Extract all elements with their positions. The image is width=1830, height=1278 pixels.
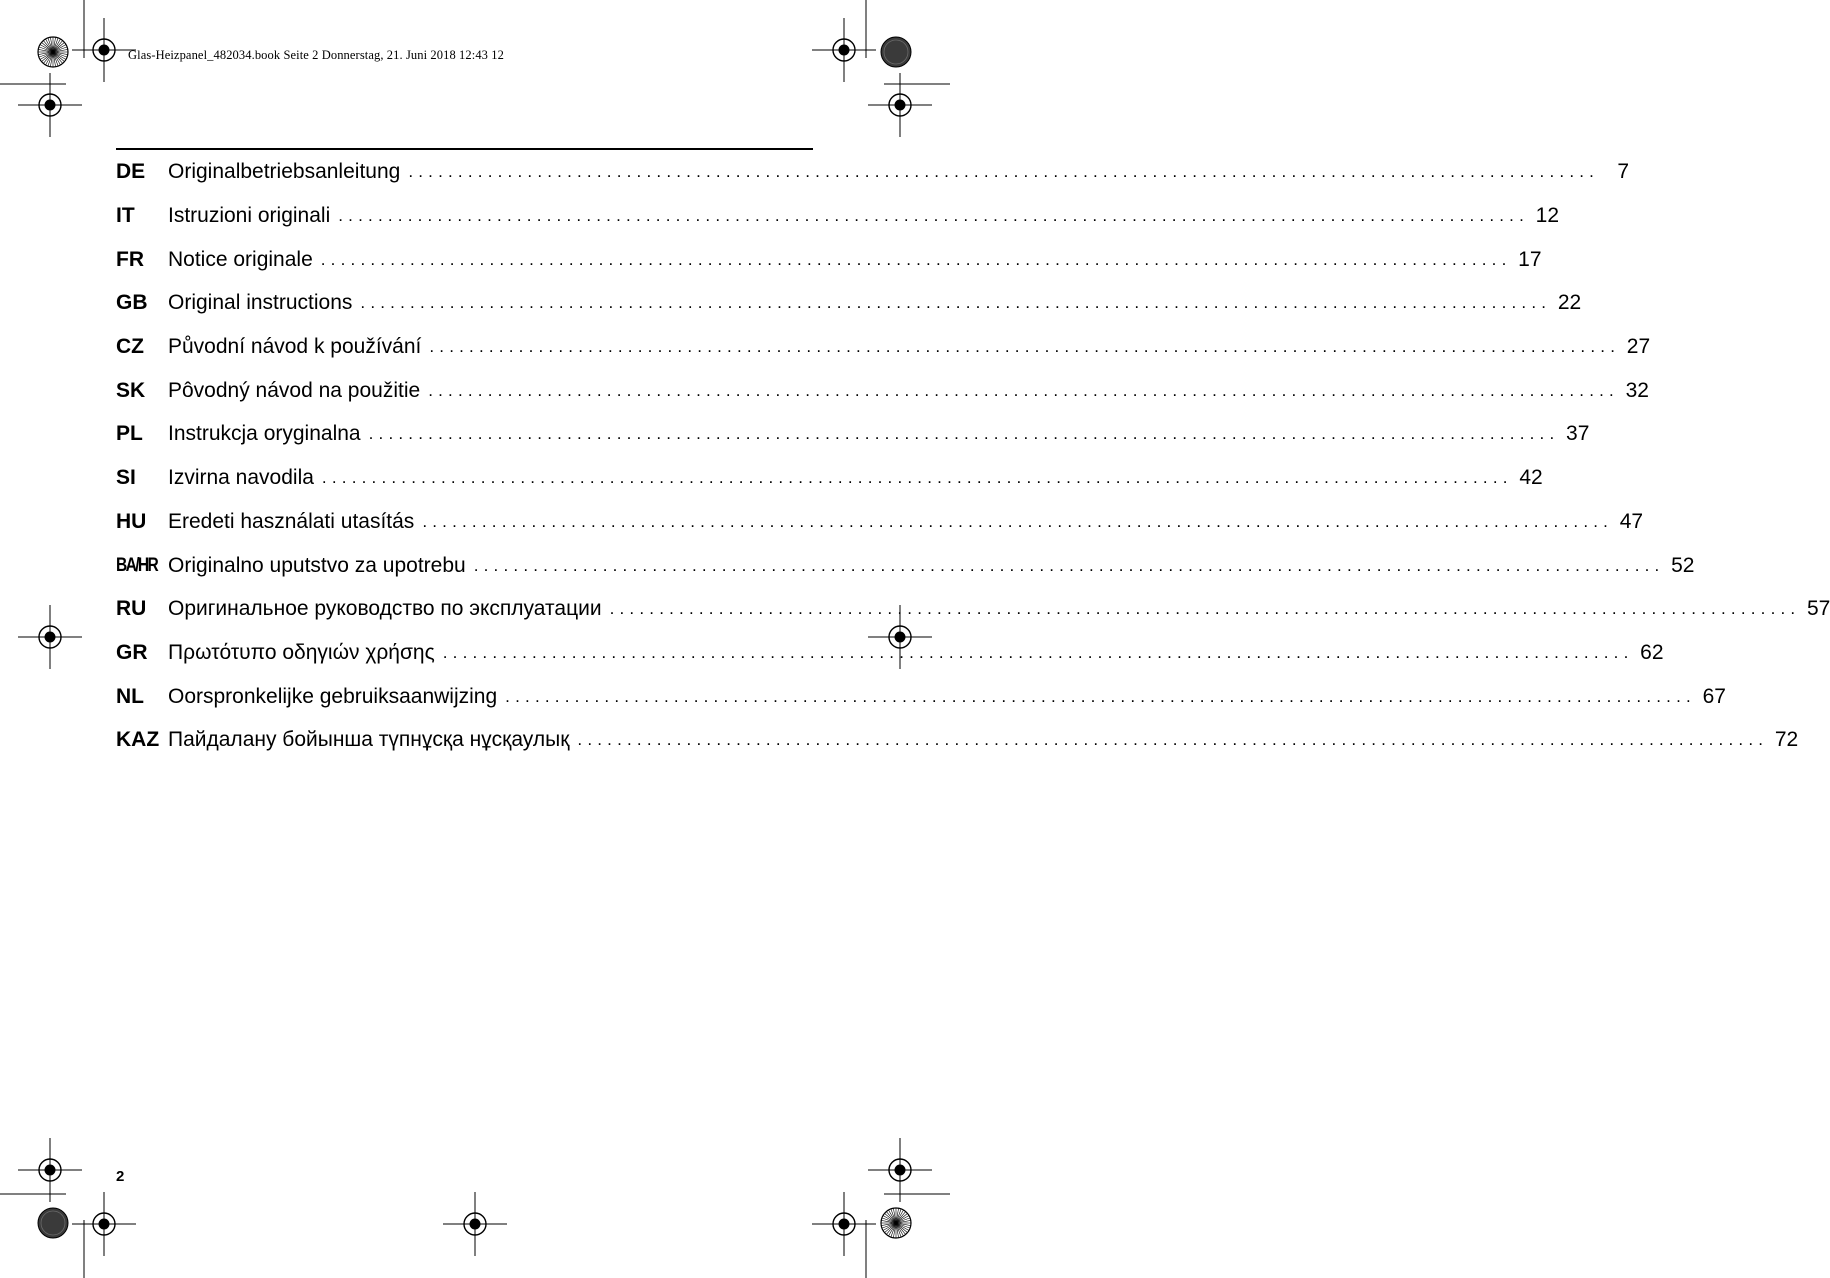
section-title: Оригинальное руководство по эксплуатации xyxy=(168,597,602,621)
registration-mark-icon xyxy=(72,1192,136,1256)
language-code: FR xyxy=(116,247,144,271)
toc-entry xyxy=(116,368,1649,412)
language-code: NL xyxy=(116,684,144,708)
color-bar-sunburst-icon xyxy=(38,37,68,67)
dot-leader: ........................................................................................................................ xyxy=(320,249,1512,269)
dot-leader: ........................................................................................................................ xyxy=(368,424,1560,444)
language-code: SK xyxy=(116,378,146,402)
language-code: KAZ xyxy=(116,728,160,752)
toc-entry xyxy=(116,325,1651,369)
table-of-contents xyxy=(116,150,1830,762)
page-ref: 72 xyxy=(1774,728,1799,752)
dot-leader: ........................................................................................................................ xyxy=(609,599,1801,619)
language-code: IT xyxy=(116,204,135,228)
registration-mark-icon xyxy=(18,1138,82,1202)
section-title: Istruzioni originali xyxy=(168,204,331,228)
page-ref: 7 xyxy=(1617,160,1630,184)
dot-leader: ........................................................................................................................ xyxy=(360,293,1552,313)
section-title: Original instructions xyxy=(168,291,353,315)
dot-leader: ........................................................................................................................ xyxy=(428,380,1619,400)
registration-mark-icon xyxy=(868,73,932,137)
dot-leader: ........................................................................................................................ xyxy=(429,337,1621,357)
toc-entry xyxy=(116,237,1542,281)
dot-leader: ........................................................................................................................ xyxy=(321,468,1513,488)
page-ref: 27 xyxy=(1626,335,1651,359)
section-title: Originalbetriebsanleitung xyxy=(168,160,401,184)
dot-leader: ........................................................................................................................ xyxy=(505,686,1696,706)
registration-mark-icon xyxy=(18,605,82,669)
language-code: DE xyxy=(116,160,146,184)
color-bar-solid-icon xyxy=(881,37,911,67)
color-bar-sunburst-icon xyxy=(881,1208,911,1238)
page-ref: 42 xyxy=(1519,466,1543,490)
page-ref: 32 xyxy=(1625,378,1649,402)
toc-entry xyxy=(116,194,1560,238)
section-title: Originalno uputstvo za upotrebu xyxy=(168,553,466,577)
language-code: SI xyxy=(116,466,136,490)
toc-entry xyxy=(116,718,1799,762)
page-ref: 47 xyxy=(1619,509,1644,533)
language-code: CZ xyxy=(116,335,144,359)
section-title: Пайдалану бойынша түпнұсқа нұсқаулық xyxy=(168,728,570,752)
dot-leader: ........................................................................................................................ xyxy=(422,511,1614,531)
section-title: Původní návod k používání xyxy=(168,335,422,359)
toc-entry xyxy=(116,150,1630,194)
toc-entry xyxy=(116,412,1590,456)
section-title: Pôvodný návod na použitie xyxy=(168,378,421,402)
dot-leader: ........................................................................................................................ xyxy=(408,162,1600,182)
registration-mark-icon xyxy=(18,73,82,137)
page-ref: 52 xyxy=(1671,553,1695,577)
page-ref: 57 xyxy=(1807,597,1830,621)
language-code: RU xyxy=(116,597,147,621)
dot-leader: ........................................................................................................................ xyxy=(338,206,1530,226)
page-ref: 17 xyxy=(1518,247,1542,271)
toc-entry xyxy=(116,281,1582,325)
section-title: Oorspronkelijke gebruiksaanwijzing xyxy=(168,684,498,708)
language-code: GB xyxy=(116,291,148,315)
dot-leader: ........................................................................................................................ xyxy=(442,642,1634,662)
section-title: Πρωτότυπο οδηγιών χρήσης xyxy=(168,640,435,664)
toc-entry xyxy=(116,587,1830,631)
page-ref: 67 xyxy=(1702,684,1726,708)
page-number: 2 xyxy=(116,1168,125,1185)
section-title: Eredeti használati utasítás xyxy=(168,509,415,533)
toc-entry xyxy=(116,631,1664,675)
section-title: Instrukcja oryginalna xyxy=(168,422,361,446)
dot-leader: ........................................................................................................................ xyxy=(473,555,1665,575)
print-slug: Glas-Heizpanel_482034.book Seite 2 Donnerstag, 21. Juni 2018 12:43 12 xyxy=(128,48,504,62)
toc-entry xyxy=(116,456,1543,500)
page-ref: 12 xyxy=(1535,204,1560,228)
color-bar-solid-icon xyxy=(38,1208,68,1238)
language-code: PL xyxy=(116,422,143,446)
language-code: BA/HR xyxy=(116,554,158,576)
page-ref: 62 xyxy=(1640,640,1664,664)
section-title: Notice originale xyxy=(168,247,313,271)
language-code: GR xyxy=(116,640,148,664)
toc-entry xyxy=(116,500,1644,544)
registration-mark-icon xyxy=(868,1138,932,1202)
toc-entry xyxy=(116,674,1726,718)
page-ref: 22 xyxy=(1557,291,1582,315)
language-code: HU xyxy=(116,509,147,533)
section-title: Izvirna navodila xyxy=(168,466,314,490)
page-ref: 37 xyxy=(1566,422,1590,446)
dot-leader: ........................................................................................................................ xyxy=(577,730,1769,750)
registration-mark-icon xyxy=(72,18,136,82)
registration-mark-icon xyxy=(443,1192,507,1256)
toc-entry xyxy=(116,543,1695,587)
